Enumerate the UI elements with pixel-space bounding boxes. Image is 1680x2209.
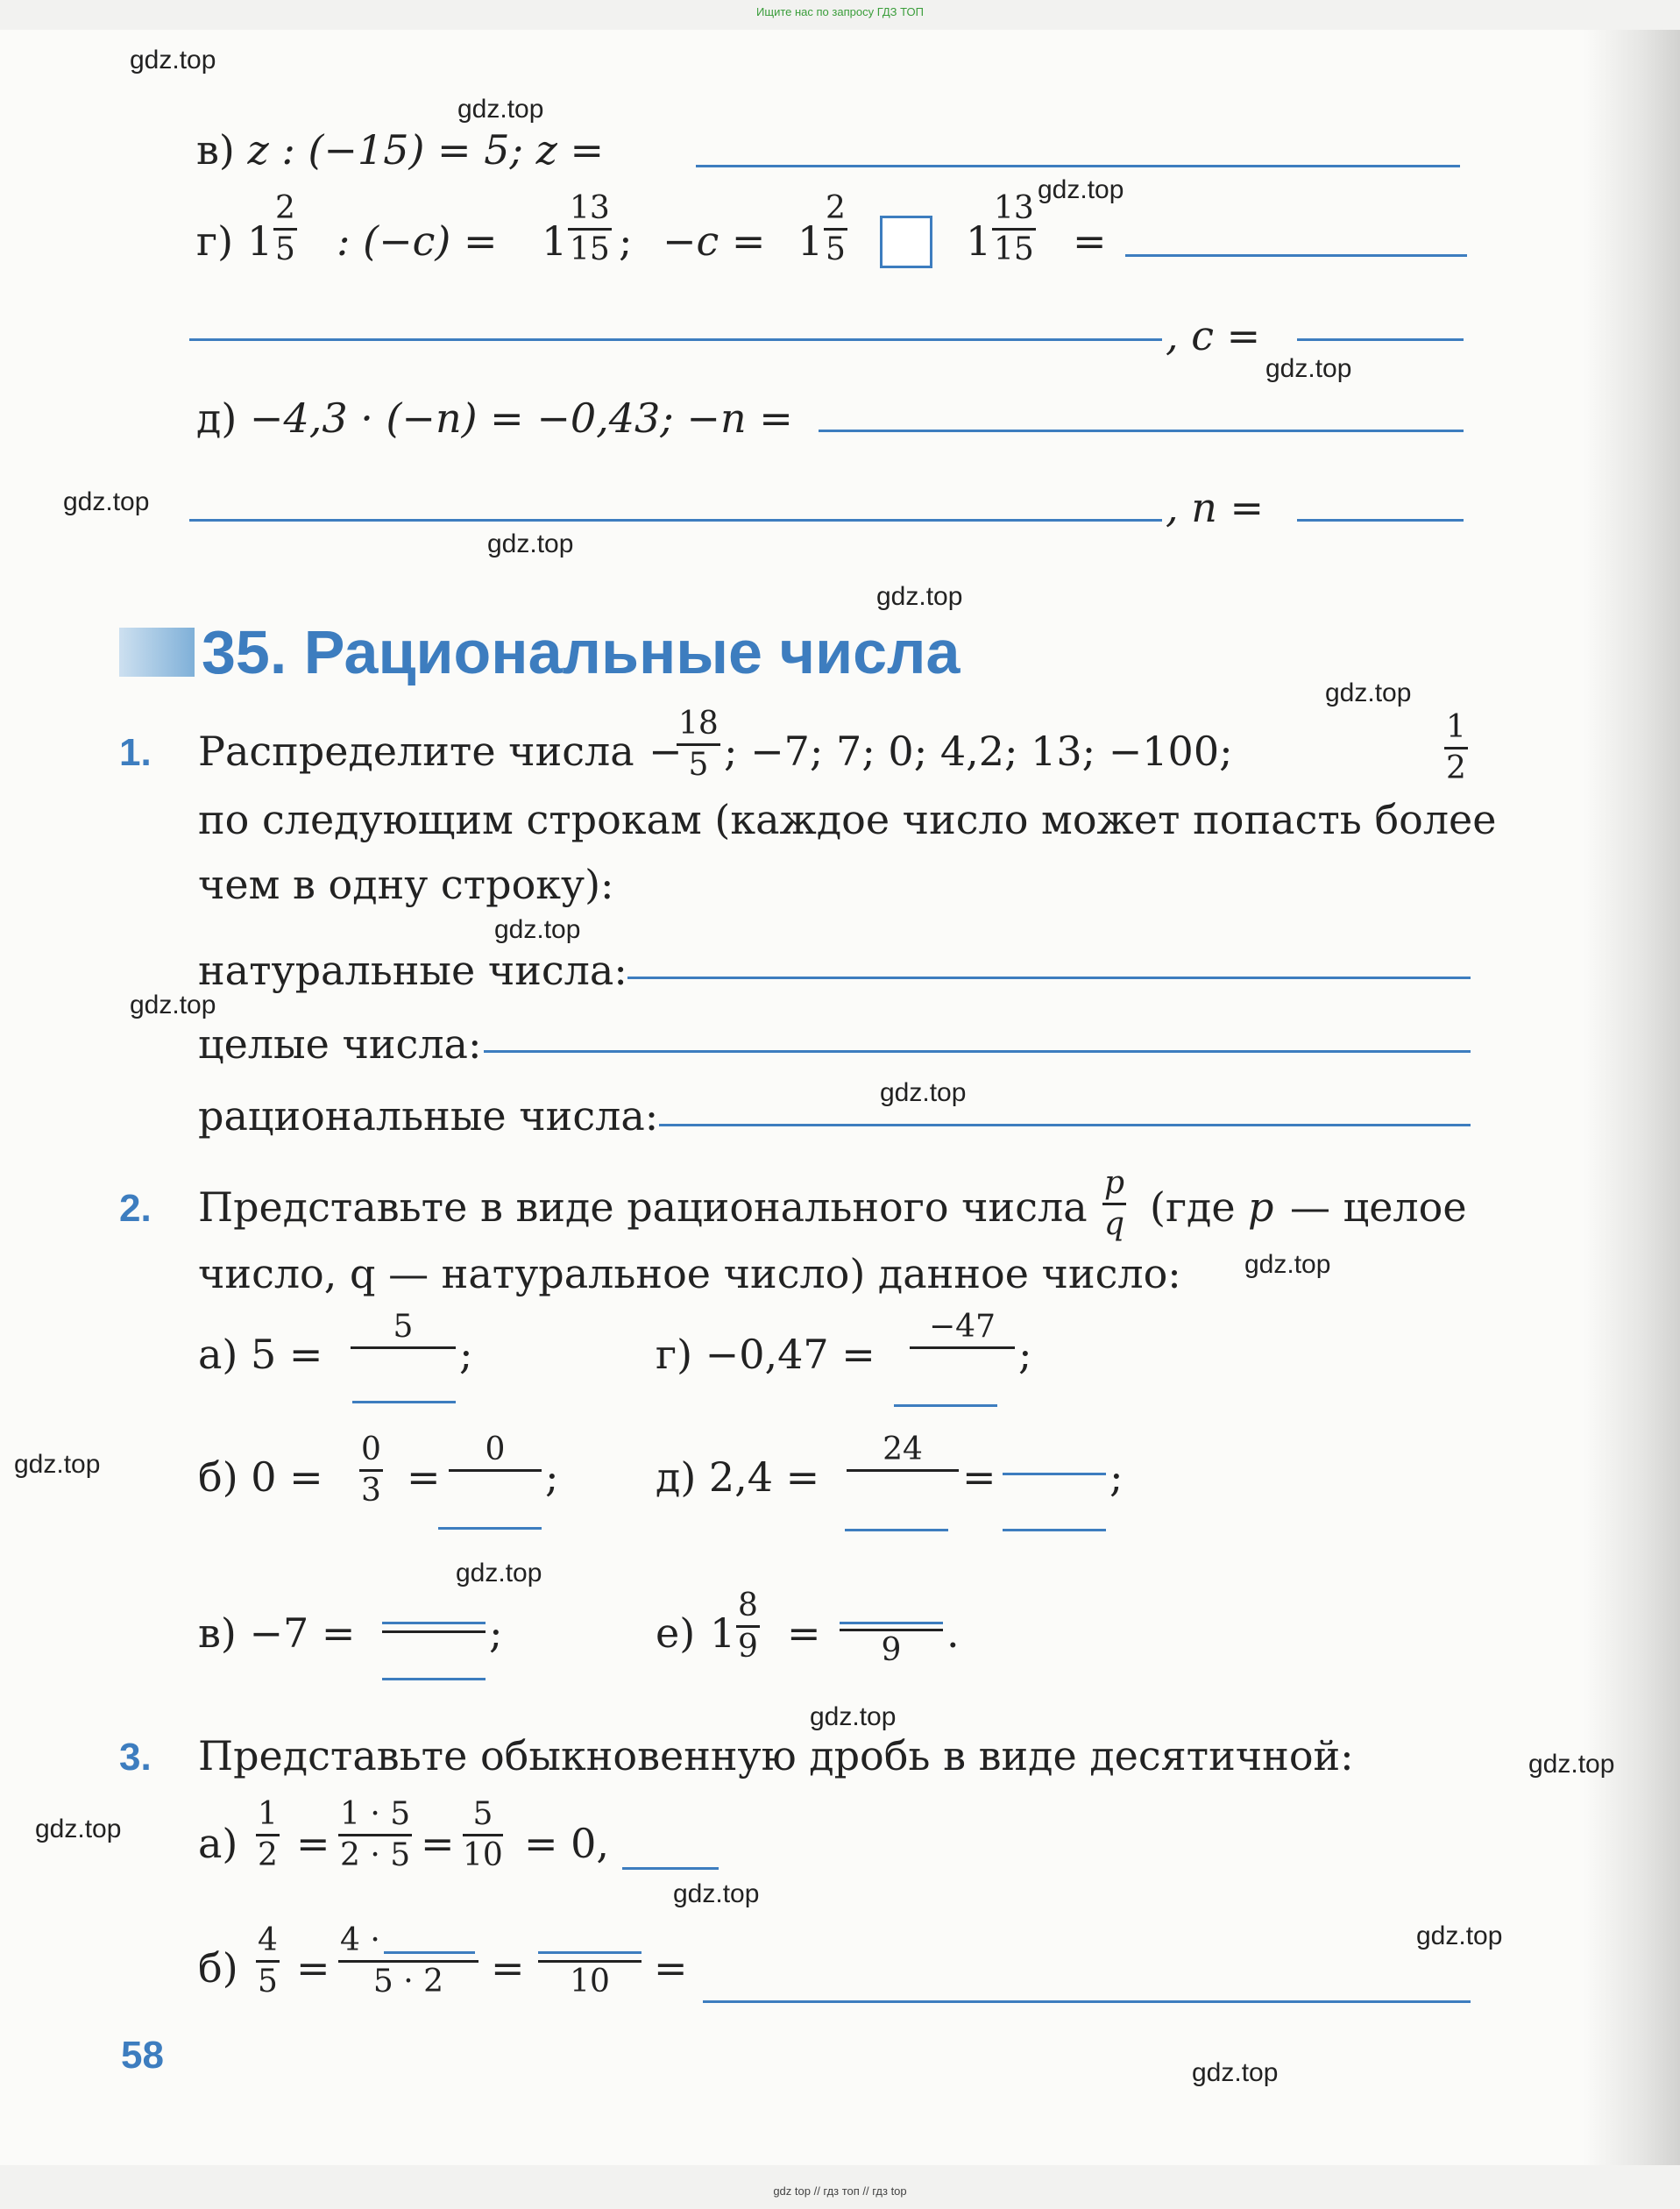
task3-b-frac3: 10 (538, 1925, 642, 1998)
task1-frac: 18 5 (678, 706, 719, 783)
prev-g-whole4: 1 (966, 217, 992, 265)
task2-v-label: в) −7 = (198, 1609, 356, 1657)
watermark: gdz.top (1265, 354, 1352, 383)
task2-b-denominator-line[interactable] (438, 1527, 542, 1530)
task2-line1c: p (1248, 1183, 1274, 1231)
prev-g-frac2: 13 15 (570, 190, 610, 267)
task3-a-frac2: 1 · 5 2 · 5 (340, 1796, 411, 1873)
task2-d-label: д) 2,4 = (656, 1453, 820, 1501)
prev-d-answer-line[interactable] (819, 430, 1464, 432)
watermark: gdz.top (810, 1702, 897, 1731)
watermark: gdz.top (1325, 678, 1412, 707)
task3-b-answer-line[interactable] (703, 2000, 1471, 2003)
page-spine-shadow (1584, 30, 1680, 2165)
task3-a-label: а) (198, 1820, 238, 1867)
prev-v-label: в) (196, 126, 235, 174)
task3-b-frac1: 4 5 (258, 1922, 278, 1999)
prev-d-after: −n = (686, 394, 793, 442)
task2-b-eq: = (407, 1453, 441, 1501)
task2-b-frac2: 0 (449, 1434, 542, 1507)
task2-b-frac1: 0 3 (361, 1431, 381, 1509)
page-number: 58 (121, 2034, 164, 2077)
task3-number: 3. (119, 1736, 152, 1779)
operation-box[interactable] (880, 216, 932, 268)
task2-e-frac2: 9 (840, 1629, 943, 1666)
task3-a-tail: = 0, (524, 1820, 610, 1867)
prev-n-label: , n = (1166, 484, 1265, 531)
task3-a-frac1: 1 2 (258, 1796, 278, 1873)
prev-v-after: z = (535, 126, 604, 174)
task2-v-numerator-line[interactable] (382, 1622, 486, 1624)
task2-d-denominator2-line[interactable] (1003, 1529, 1106, 1531)
natural-label: натуральные числа: (198, 947, 627, 994)
watermark: gdz.top (456, 1559, 542, 1587)
task2-d-denominator-line[interactable] (845, 1529, 948, 1531)
section-title (202, 617, 960, 687)
watermark: gdz.top (876, 582, 963, 611)
task3-b-eq3: = (654, 1944, 688, 1992)
watermark: gdz.top (880, 1078, 967, 1107)
integer-label: целые числа: (198, 1020, 482, 1068)
watermark: gdz.top (63, 487, 150, 516)
task2-a-label: а) 5 = (198, 1331, 323, 1378)
task2-a-frac: 5 (351, 1311, 456, 1384)
task2-v-tail: ; (489, 1609, 503, 1657)
task2-e-label: е) (656, 1609, 696, 1657)
top-banner[interactable]: Ищите нас по запросу ГДЗ ТОП (756, 5, 924, 18)
task3-text: Представьте обыкновенную дробь в виде десятичной: (198, 1732, 1354, 1779)
task1-line2: по следующим строкам (каждое число может попасть более (198, 796, 1497, 843)
prev-g-frac3: 2 5 (826, 190, 846, 267)
rational-label: рациональные числа: (198, 1092, 659, 1140)
watermark: gdz.top (35, 1815, 122, 1843)
task2-d-tail: ; (1109, 1453, 1124, 1501)
task2-d-numerator-line[interactable] (1003, 1473, 1106, 1475)
prev-v-answer-line[interactable] (696, 165, 1460, 167)
task2-g-tail: ; (1018, 1331, 1032, 1378)
prev-g-whole2: 1 (542, 217, 568, 265)
task1-half: 1 2 (1446, 709, 1466, 786)
watermark: gdz.top (130, 991, 216, 1019)
watermark: gdz.top (1038, 175, 1124, 204)
watermark: gdz.top (130, 46, 216, 75)
prev-c-answer-line[interactable] (1297, 338, 1464, 341)
prev-g-frac4: 13 15 (994, 190, 1034, 267)
task2-g-denominator-line[interactable] (894, 1404, 997, 1407)
watermark: gdz.top (673, 1879, 760, 1908)
prev-g-lhs: −c = (663, 217, 766, 265)
task3-a-eq1: = (296, 1820, 330, 1867)
prev-g-eq: = (1073, 217, 1107, 265)
prev-c-work-line[interactable] (189, 338, 1162, 341)
task2-e-eq: = (787, 1609, 821, 1657)
task3-b-eq2: = (491, 1944, 525, 1992)
task1-intro: Распределите числа (198, 728, 634, 775)
prev-g-whole3: 1 (797, 217, 824, 265)
task2-b-label: б) 0 = (198, 1453, 323, 1501)
prev-g-label: г) (196, 217, 234, 265)
task2-line1d: — целое (1290, 1183, 1467, 1231)
integer-answer-line[interactable] (484, 1050, 1471, 1053)
task2-e-whole: 1 (710, 1609, 736, 1657)
watermark: gdz.top (1192, 2058, 1279, 2087)
task3-b-eq1: = (296, 1944, 330, 1992)
watermark: gdz.top (1416, 1921, 1503, 1950)
prev-n-work-line[interactable] (189, 519, 1162, 522)
watermark: gdz.top (487, 529, 574, 558)
section-number: 35. (202, 618, 287, 686)
bottom-banner[interactable]: gdz top // гдз топ // гдз top (773, 2184, 907, 2198)
watermark: gdz.top (494, 915, 581, 944)
task3-b-frac2: 4 · 5 · 2 (338, 1925, 478, 1998)
task2-a-tail: ; (459, 1331, 473, 1378)
prev-g-frac1: 2 5 (275, 190, 295, 267)
task2-b-tail: ; (545, 1453, 559, 1501)
task2-e-tail: . (946, 1609, 960, 1657)
task2-line2: число, q — натуральное число) данное число: (198, 1250, 1181, 1297)
prev-n-answer-line[interactable] (1297, 519, 1464, 522)
prev-c-label: , c = (1166, 312, 1261, 359)
prev-d-expr: −4,3 · (−n) = −0,43; (249, 394, 674, 442)
task3-b-label: б) (198, 1944, 238, 1992)
task2-line1a: Представьте в виде рационального числа (198, 1183, 1088, 1231)
prev-v (196, 126, 604, 174)
prev-g-mid: : (−c) = (337, 217, 498, 265)
prev-g-answer-line[interactable] (1125, 254, 1467, 257)
task1-numbers: ; −7; 7; 0; 4,2; 13; −100; (724, 728, 1233, 775)
task2-pq-frac: p q (1104, 1165, 1125, 1242)
task2-number: 2. (119, 1187, 152, 1230)
rational-answer-line[interactable] (659, 1124, 1471, 1126)
section-title-marker (119, 628, 195, 677)
task2-v-fraction-bar (382, 1630, 486, 1633)
prev-g-whole1: 1 (247, 217, 273, 265)
task3-a-eq2: = (421, 1820, 455, 1867)
watermark: gdz.top (14, 1450, 101, 1479)
watermark: gdz.top (1528, 1750, 1615, 1779)
task2-d-eq: = (962, 1453, 996, 1501)
task1-line3: чем в одну строку): (198, 861, 614, 908)
task3-a-answer-line[interactable] (622, 1867, 719, 1870)
task1-number: 1. (119, 731, 152, 774)
task2-g-frac: −47 (910, 1311, 1015, 1384)
prev-d (196, 394, 793, 442)
section-title-text: Рациональные числа (303, 618, 961, 686)
natural-answer-line[interactable] (627, 977, 1471, 979)
task2-v-denominator-line[interactable] (382, 1678, 486, 1680)
prev-d-label: д) (196, 394, 237, 442)
watermark: gdz.top (1244, 1250, 1331, 1279)
task3-b-numerator-line[interactable] (384, 1951, 475, 1954)
task1-minus: − (649, 728, 683, 775)
task2-e-frac: 8 9 (738, 1587, 758, 1665)
task2-e-numerator-line[interactable] (840, 1622, 943, 1624)
task2-a-denominator-line[interactable] (352, 1401, 456, 1403)
task3-a-frac3: 5 10 (463, 1796, 503, 1873)
prev-v-expr: z : (−15) = 5; (247, 126, 523, 174)
task2-d-frac: 24 (847, 1434, 959, 1507)
task2-g-label: г) −0,47 = (656, 1331, 875, 1378)
task2-line1b: (где (1150, 1183, 1236, 1231)
watermark: gdz.top (457, 95, 544, 124)
prev-g-semi: ; (619, 217, 633, 265)
task3-b-numerator2-line[interactable] (538, 1951, 642, 1954)
